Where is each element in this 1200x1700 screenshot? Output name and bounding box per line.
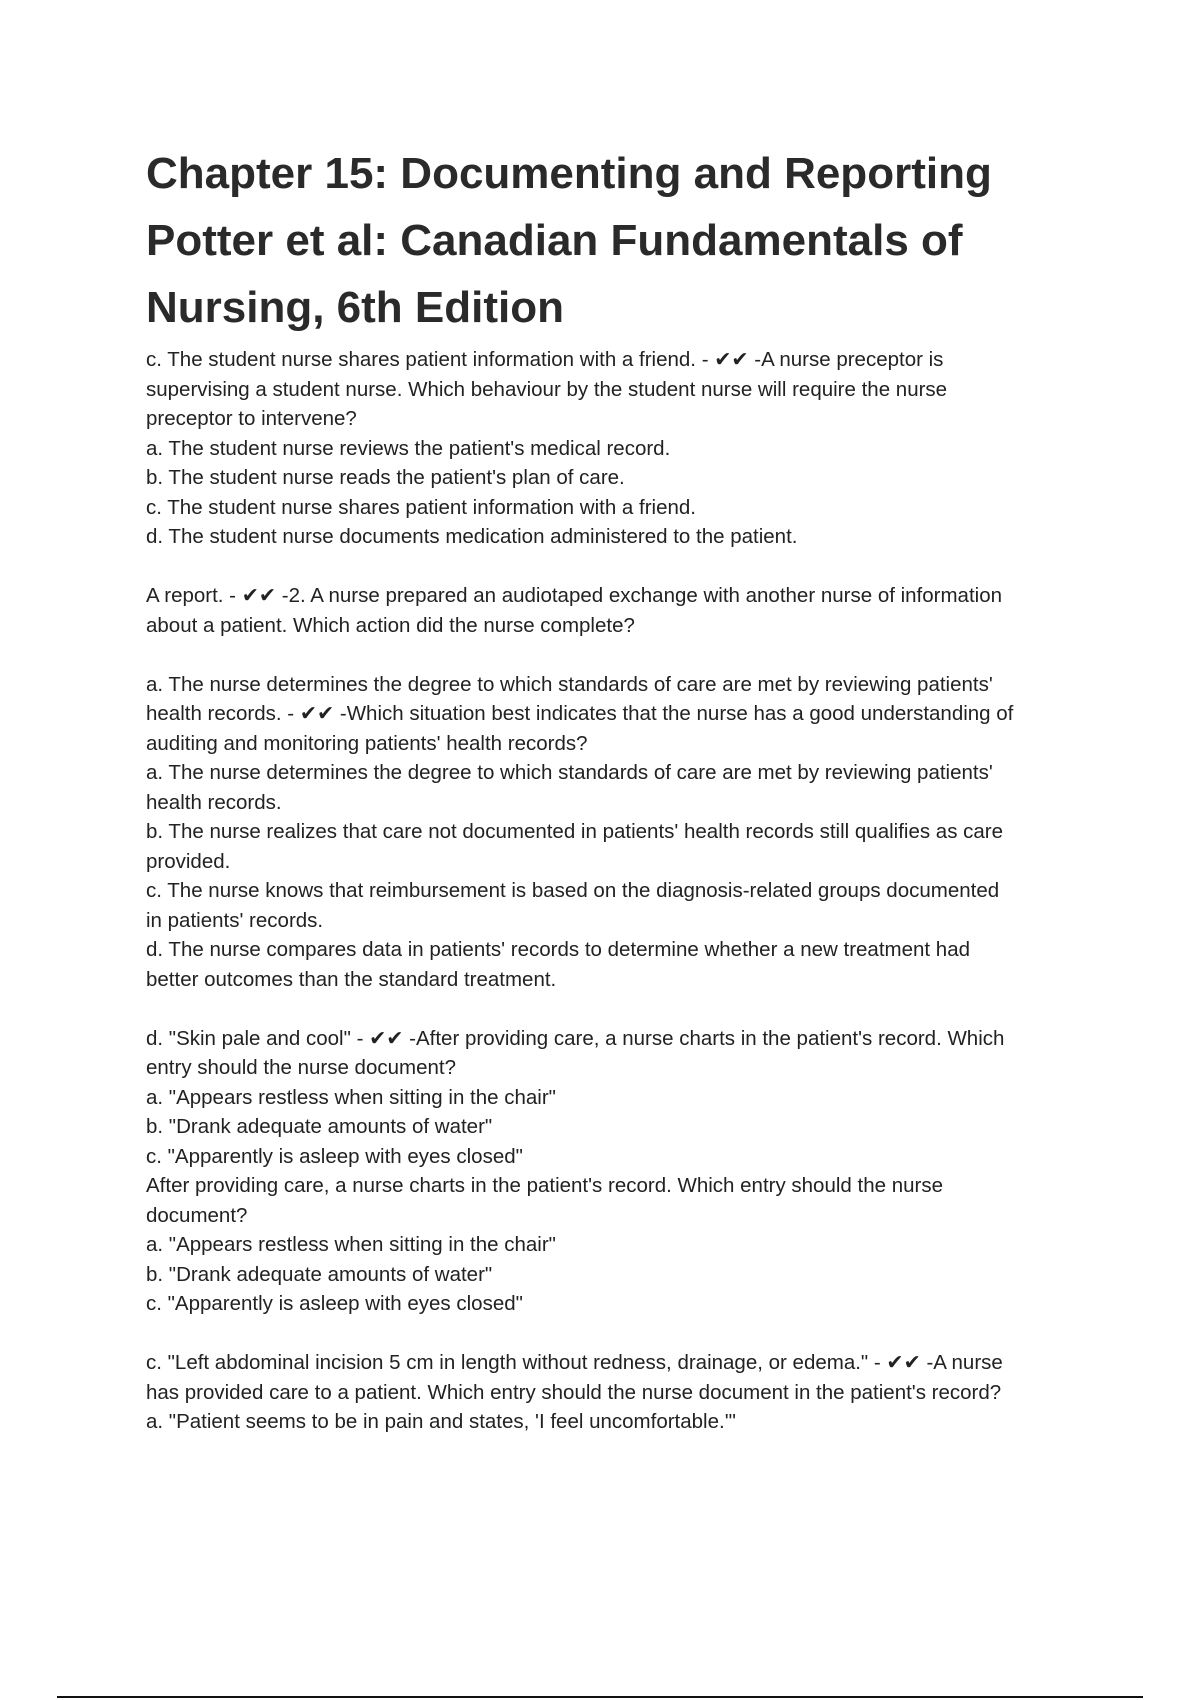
answer-option-continued: better outcomes than the standard treatment. [146, 967, 557, 991]
answer-option: a. "Patient seems to be in pain and states, 'I feel uncomfortable.'" [146, 1410, 736, 1433]
text-line: c. The student nurse shares patient information with a friend. - ✔✔ -A nurse preceptor is [146, 348, 944, 371]
answer-option: c. The student nurse shares patient information with a friend. [146, 495, 697, 519]
answer-option: c. "Apparently is asleep with eyes closed" [146, 1292, 523, 1315]
question-block-preceptor [146, 345, 1106, 552]
question-block-incision [146, 1348, 1106, 1437]
text-line: document? [146, 1203, 248, 1227]
answer-option-continued: health records. [146, 790, 282, 814]
footer-divider [57, 1696, 1143, 1698]
text-line: A report. - ✔✔ -2. A nurse prepared an audiotaped exchange with another nurse of information [146, 584, 1003, 607]
question-list [146, 345, 1106, 1466]
question-block-report [146, 581, 1106, 640]
answer-option: a. "Appears restless when sitting in the chair" [146, 1085, 556, 1109]
text-line: health records. - ✔✔ -Which situation best indicates that the nurse has a good understanding of [146, 702, 1014, 725]
text-line: preceptor to intervene? [146, 407, 357, 430]
answer-option: a. "Appears restless when sitting in the chair" [146, 1233, 556, 1256]
answer-option: b. The nurse realizes that care not documented in patients' health records still qualifies as care [146, 820, 1004, 843]
answer-option: a. The student nurse reviews the patient's medical record. [146, 436, 671, 460]
question-block-charting [146, 1024, 1106, 1319]
heading-line-chapter: Chapter 15: Documenting and Reporting [146, 149, 992, 198]
answer-option: b. "Drank adequate amounts of water" [146, 1262, 493, 1286]
text-line: supervising a student nurse. Which behaviour by the student nurse will require the nurse [146, 377, 948, 401]
heading-line-edition: Nursing, 6th Edition [146, 283, 564, 332]
answer-option: b. The student nurse reads the patient's plan of care. [146, 466, 625, 489]
answer-option-continued: provided. [146, 849, 231, 873]
answer-option: b. "Drank adequate amounts of water" [146, 1115, 493, 1138]
text-line: After providing care, a nurse charts in the patient's record. Which entry should the nurse [146, 1174, 943, 1197]
chapter-heading [146, 140, 1106, 341]
text-line: about a patient. Which action did the nurse complete? [146, 613, 635, 637]
answer-option: c. "Apparently is asleep with eyes closed" [146, 1144, 523, 1168]
heading-line-book: Potter et al: Canadian Fundamentals of [146, 216, 963, 265]
answer-option: a. The nurse determines the degree to which standards of care are met by reviewing patients' [146, 761, 993, 784]
answer-option: c. The nurse knows that reimbursement is based on the diagnosis-related groups documented [146, 879, 1000, 902]
text-line: entry should the nurse document? [146, 1056, 456, 1079]
text-line: auditing and monitoring patients' health records? [146, 731, 588, 755]
text-line: c. "Left abdominal incision 5 cm in length without redness, drainage, or edema." - ✔✔ -A nurse [146, 1351, 1003, 1374]
answer-option-continued: in patients' records. [146, 908, 324, 932]
text-line: d. "Skin pale and cool" - ✔✔ -After providing care, a nurse charts in the patient's record. Which [146, 1026, 1005, 1050]
text-line: has provided care to a patient. Which entry should the nurse document in the patient's record? [146, 1380, 1002, 1404]
answer-option: d. The student nurse documents medication administered to the patient. [146, 525, 798, 548]
answer-option: d. The nurse compares data in patients' records to determine whether a new treatment had [146, 938, 970, 961]
text-line: a. The nurse determines the degree to which standards of care are met by reviewing patients' [146, 672, 993, 696]
question-block-auditing [146, 670, 1106, 995]
